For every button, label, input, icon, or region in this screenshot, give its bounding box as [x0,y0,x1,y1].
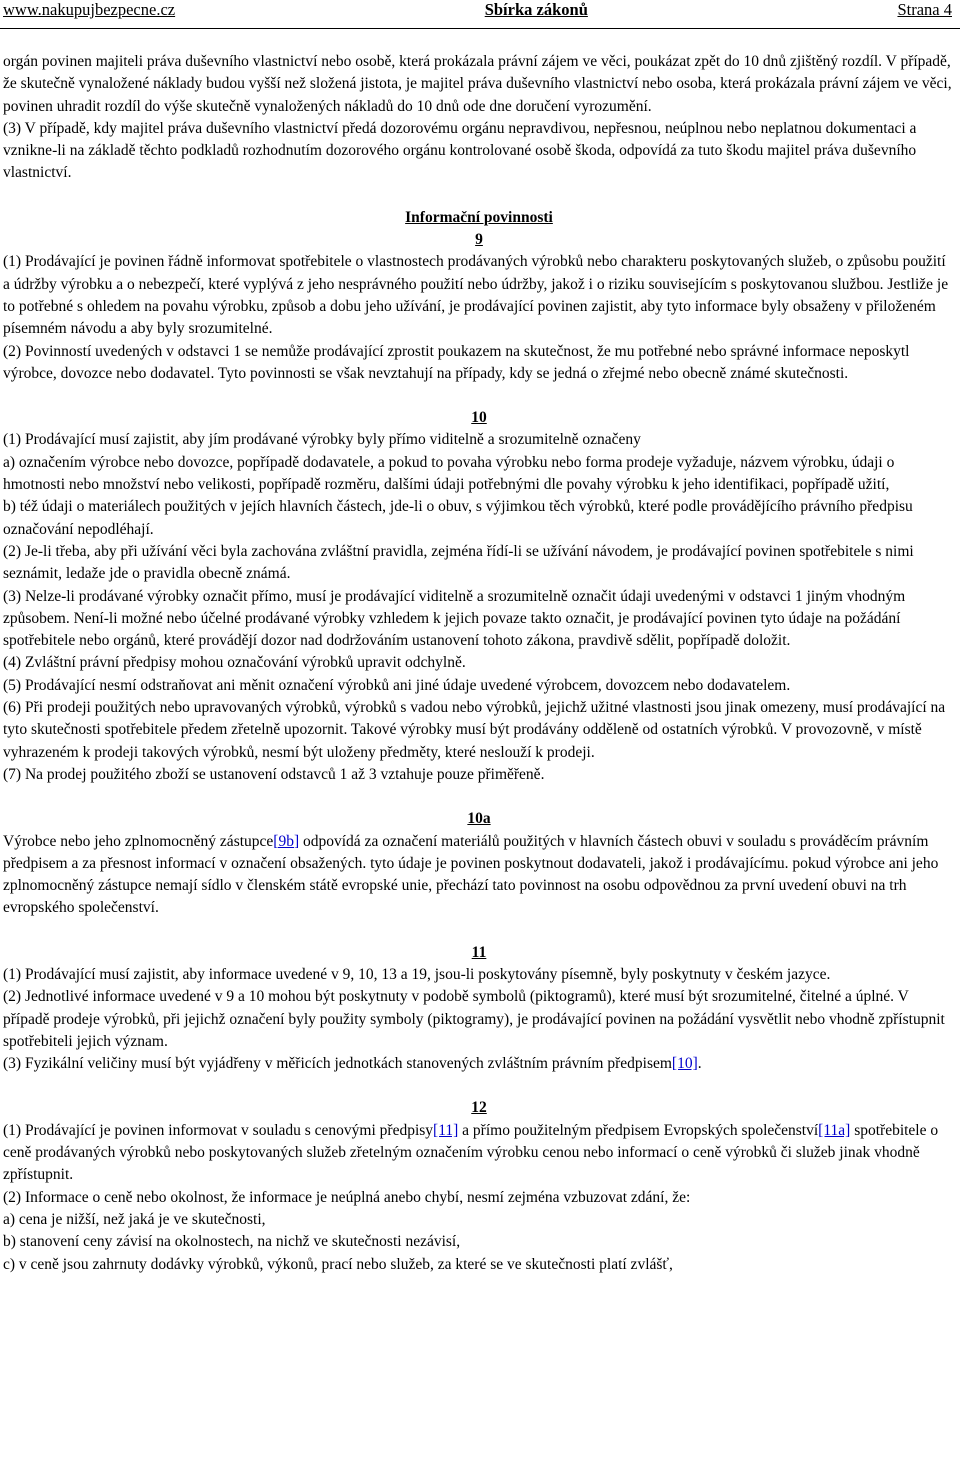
page-number: Strana 4 [897,0,952,19]
s9-paragraph-2: (2) Povinností uvedených v odstavci 1 se nemůže prodávající zprostit poukazem na skutečnost, že mu potřebné nebo správné informace neposkytl výrobce, dovozce nebo dodavatel. Tyto povinnosti se však nevztahují na případy, kdy se jedná o zřejmé nebo obecně známé skutečnosti. [3,342,910,382]
s10-paragraph-2: a) označením výrobce nebo dovozce, popřípadě dodavatele, a pokud to povaha výrobku nebo forma prodeje vyžaduje, názvem výrobku, údaji o hmotnosti nebo množství nebo velikosti, popřípadě rozměru, dalšími údaji potřebnými dle povahy výrobku k jeho identifikaci, popřípadě užití, [3,453,895,494]
page-header [3,0,952,20]
s12-item-c: c) v ceně jsou zahrnuty dodávky výrobků, výkonů, prací nebo služeb, za které se ve skutečnosti platí zvlášť, [3,1255,673,1273]
s10-paragraph-3: b) též údaji o materiálech použitých v jejích hlavních částech, jde-li o obuv, s výjimkou těch výrobků, které podle provádějícího právního předpisu označování nepodléhají. [3,498,913,538]
s10-paragraph-5: (3) Nelze-li prodávané výrobky označit přímo, musí je prodávající viditelně a srozumitelně označit údaji uvedenými v odstavci 1 jiným vhodným způsobem. Není-li možné nebo účelné prodávané výrobky vzhledem k jejich povaze takto označit, je prodávající povinen tyto údaje na požádání spotřebitele nebo orgánů, které provádějí dozor nad dodržováním ustanovení tohoto zákona, pravdivě sdělit, popřípadě doložit. [3,587,906,650]
s10a-paragraph [3,831,955,920]
section-10a-number: 10a [467,810,491,828]
s10-paragraph-6: (4) Zvláštní právní předpisy mohou označování výrobků upravit odchylně. [3,654,466,672]
header-divider [0,28,960,29]
s10a-text-start: Výrobce nebo jeho zplnomocněný zástupce [3,832,274,850]
s12-paragraph-1 [3,1120,955,1187]
collection-link[interactable]: Sbírka zákonů [484,0,588,19]
section-title: Informační povinnosti [405,208,553,226]
s10-paragraph-1: (1) Prodávající musí zajistit, aby jím prodávané výrobky byly přímo viditelně a srozumitelně označeny [3,431,641,449]
s12-p1-text-c: spotřebitele o ceně prodávaných výrobků nebo poskytovaných služeb zřetelným označením výrobku cenou nebo informací o ceně výrobků či služeb jinak vhodně zpřístupnit. [3,1121,939,1184]
s10a-text-end: odpovídá za označení materiálů použitých v hlavních částech obuvi v souladu s prováděcím právním předpisem a za přesnost informací v označení obsažených. tyto údaje je povinen poskytnout dodavateli, jakož i prodávajícímu. pokud výrobce ani jeho zplnomocněný zástupce nemají sídlo v členském státě evropské unie, přechází tato povinnost na osobu odpovědnou za první uvedení obuvi na trh evropského společenství. [3,832,939,917]
s11-paragraph-2: (2) Jednotlivé informace uvedené v 9 a 10 mohou být poskytnuty v podobě symbolů (piktogramů), které musí být srozumitelné, čitelné a úplné. V případě prodeje výrobků, při jejichž označení byly použity symboly (piktogramy), je prodávající povinen na požádání vysvětlit nebo vhodně zpřístupnit spotřebiteli jejich význam. [3,988,945,1050]
s11-paragraph-1: (1) Prodávající musí zajistit, aby informace uvedené v 9, 10, 13 a 19, jsou-li poskytovány písemně, byly poskytnuty v českém jazyce. [3,965,831,983]
s10-paragraph-7: (5) Prodávající nesmí odstraňovat ani měnit označení výrobků ani jiné údaje uvedené výrobcem, dovozcem nebo dodavatelem. [3,676,791,694]
footnote-link-10[interactable]: [10] [671,1055,698,1073]
s12-item-b: b) stanovení ceny závisí na okolnostech, na nichž ve skutečnosti nezávisí, [3,1233,461,1251]
site-link[interactable]: www.nakupujbezpecne.cz [3,0,176,19]
section-12-number: 12 [471,1099,487,1117]
s9-paragraph-1: (1) Prodávající je povinen řádně informovat spotřebitele o vlastnostech prodávaných výrobků nebo charakteru poskytovaných služeb, o způsobu použití a údržby výrobku a o nebezpečí, které vyplývá z jeho nesprávného použití nebo údržby, jakož i o riziku souvisejícím s poskytovanou službou. Jestliže je to potřebné s ohledem na povahu výrobku, způsob a dobu jeho užívání, je prodávající povinen zajistit, aby tyto informace byly obsaženy v přiloženém písemném návodu a aby byly srozumitelné. [3,253,949,338]
section-9-number: 9 [475,231,483,249]
intro-paragraph-1: orgán povinen majiteli práva duševního vlastnictví nebo osobě, která prokázala právní zájem ve věci, poukázat zpět do 10 dnů zjištěný rozdíl. V případě, že skutečně vynaložené náklady budou vyšší než složená jistota, je majitel práva duševního vlastnictví nebo osoba, která prokázala právní zájem ve věci, povinen uhradit rozdíl do výše skutečně vynaložených nákladů do 10 dnů ode dne doručení vyrozumění. [3,53,952,115]
document-body [3,51,955,1276]
section-11-number: 11 [471,943,487,961]
s11-p3-text: (3) Fyzikální veličiny musí být vyjádřeny v měřicích jednotkách stanovených zvláštním právním předpisem [3,1055,672,1073]
s12-p1-text-b: a přímo použitelným předpisem Evropských společenství [458,1121,819,1139]
s11-paragraph-3 [3,1053,955,1075]
section-10-number: 10 [471,409,487,427]
s10-paragraph-8: (6) Při prodeji použitých nebo upravovaných výrobků, výrobků s vadou nebo výrobků, jejichž užitné vlastnosti jsou jinak omezeny, musí prodávající na tyto skutečnosti spotřebitele předem zřetelně upozornit. Takové výrobky musí být prodávány odděleně od ostatních výrobků. V provozovně, v místě vyhrazeném k prodeji takových výrobků, nesmí být uloženy předměty, které neslouží k prodeji. [3,699,946,761]
s10-paragraph-4: (2) Je-li třeba, aby při užívání věci byla zachována zvláštní pravidla, zejména řídí-li se užívání návodem, je prodávající povinen spotřebitele s nimi seznámit, ledaže jde o pravidla obecně známá. [3,542,914,583]
footnote-link-11[interactable]: [11] [433,1121,459,1139]
s10-paragraph-9: (7) Na prodej použitého zboží se ustanovení odstavců 1 až 3 vztahuje pouze přiměřeně. [3,765,545,783]
footnote-link-9b[interactable]: [9b] [273,832,300,850]
footnote-link-11a[interactable]: [11a] [818,1121,851,1139]
s12-item-a: a) cena je nižší, než jaká je ve skutečnosti, [3,1210,266,1228]
intro-paragraph-2: (3) V případě, kdy majitel práva duševního vlastnictví předá dozorovému orgánu nepravdivou, nepřesnou, neúplnou nebo neplatnou dokumentaci a vznikne-li na základě těchto podkladů rozhodnutím dozorového orgánu kontrolované osobě škoda, odpovídá za tuto škodu majitel práva duševního vlastnictví. [3,119,917,182]
s11-p3-end: . [697,1055,702,1073]
s12-p1-text-a: (1) Prodávající je povinen informovat v souladu s cenovými předpisy [3,1121,434,1139]
s12-paragraph-2: (2) Informace o ceně nebo okolnost, že informace je neúplná anebo chybí, nesmí zejména vzbuzovat zdání, že: [3,1188,691,1206]
